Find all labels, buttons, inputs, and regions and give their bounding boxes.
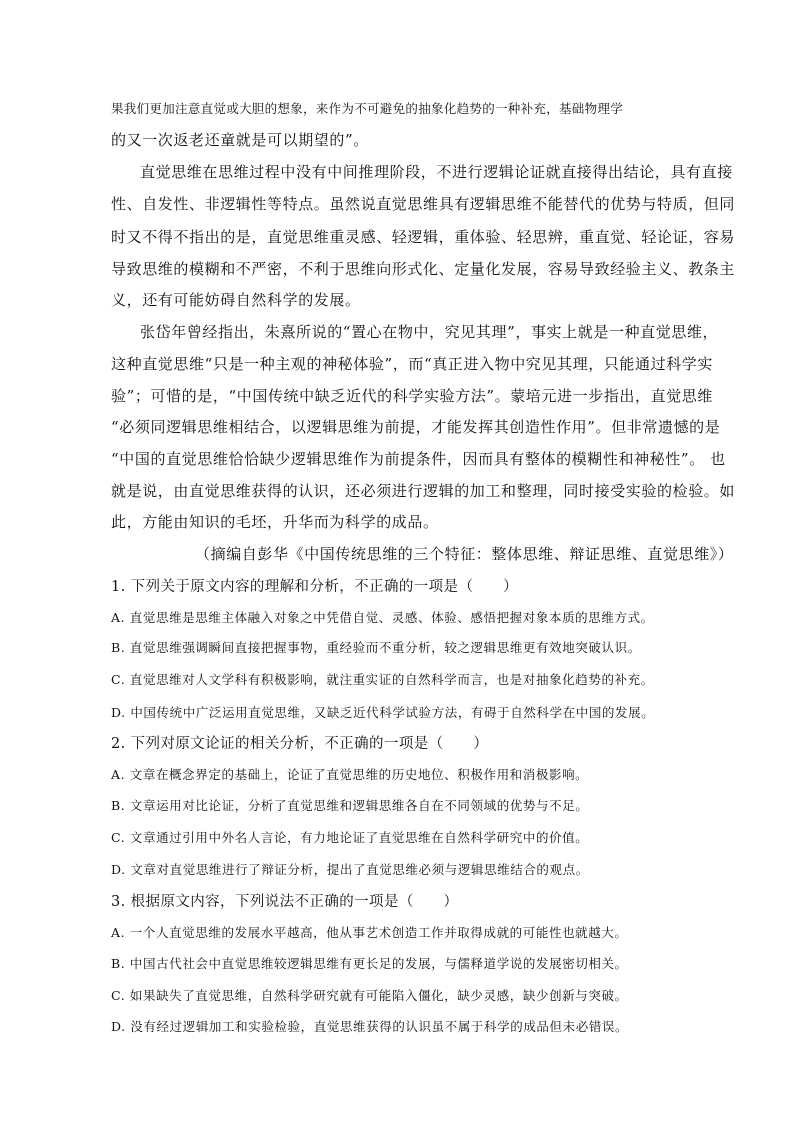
question-title: 2. 下列对原文论证的相关分析，不正确的一项是（ ）: [111, 736, 489, 752]
paragraph-line: 就是说，由直觉思维获得的认识，还必须进行逻辑的加工和整理，同时接受实验的检验。如: [111, 482, 736, 500]
paragraph-line: “必须同逻辑思维相结合，以逻辑思维为前提，才能发挥其创造性作用”。但非常遗憾的是: [111, 418, 721, 436]
question-title: 1. 下列关于原文内容的理解和分析，不正确的一项是（ ）: [111, 579, 519, 595]
option-d: D. 中国传统中广泛运用直觉思维，又缺乏近代科学试验方法，有碍于自然科学在中国的发展。: [111, 705, 655, 720]
option-b: B. 直觉思维强调瞬间直接把握事物，重经验而不重分析，较之逻辑思维更有效地突破认识。: [111, 640, 641, 655]
option-a: A. 直觉思维是思维主体融入对象之中凭借自觉、灵感、体验、感悟把握对象本质的思维方式。: [111, 610, 654, 625]
source-citation: （摘编自彭华《中国传统思维的三个特征：整体思维、辩证思维、直觉思维》）: [195, 545, 734, 563]
paragraph-line: 时又不得不指出的是，直觉思维重灵感、轻逻辑，重体验、轻思辨，重直觉、轻论证，容易: [111, 228, 736, 246]
paragraph-line: 张岱年曾经指出，朱熹所说的“置心在物中，究见其理”，事实上就是一种直觉思维，: [140, 323, 719, 341]
option-a: A. 一个人直觉思维的发展水平越高，他从事艺术创造工作并取得成就的可能性也就越大。: [111, 925, 628, 940]
paragraph-line: 的又一次返老还童就是可以期望的”。: [111, 131, 369, 149]
option-d: D. 没有经过逻辑加工和实验检验，直觉思维获得的认识虽不属于科学的成品但未必错误。: [111, 1019, 629, 1034]
paragraph-line: “中国的直觉思维恰恰缺少逻辑思维作为前提条件，因而具有整体的模糊性和神秘性”。 也: [111, 450, 726, 468]
paragraph-line: 果我们更加注意直觉或大胆的想象，来作为不可避免的抽象化趋势的一种补充，基础物理学: [111, 101, 624, 116]
paragraph-line: 义，还有可能妨碍自然科学的发展。: [111, 291, 361, 309]
option-d: D. 文章对直觉思维进行了辩证分析，提出了直觉思维必须与逻辑思维结合的观点。: [111, 862, 589, 877]
option-c: C. 如果缺失了直觉思维，自然科学研究就有可能陷入僵化，缺少灵感，缺少创新与突破。: [111, 988, 628, 1003]
option-b: B. 中国古代社会中直觉思维较逻辑思维有更长足的发展，与儒释道学说的发展密切相关。: [111, 956, 628, 971]
paragraph-line: 导致思维的模糊和不严密，不利于思维向形式化、定量化发展，容易导致经验主义、教条主: [111, 260, 736, 278]
paragraph-line: 此，方能由知识的毛坯，升华而为科学的成品。: [111, 513, 439, 531]
option-a: A. 文章在概念界定的基础上，论证了直觉思维的历史地位、积极作用和消极影响。: [111, 767, 589, 782]
paragraph-line: 性、自发性、非逻辑性等特点。虽然说直觉思维具有逻辑思维不能替代的优势与特质，但同: [111, 195, 736, 213]
option-c: C. 直觉思维对人文学科有积极影响，就注重实证的自然科学而言，也是对抽象化趋势的补充。: [111, 672, 654, 687]
question-title: 3. 根据原文内容，下列说法不正确的一项是（ ）: [111, 894, 459, 910]
paragraph-line: 这种直觉思维“只是一种主观的神秘体验”，而“真正进入物中究见其理，只能通过科学实: [111, 355, 714, 373]
paragraph-line: 验”；可惜的是，“中国传统中缺乏近代的科学实验方法”。蒙培元进一步指出，直觉思维: [111, 387, 714, 405]
option-b: B. 文章运用对比论证，分析了直觉思维和逻辑思维各自在不同领域的优势与不足。: [111, 798, 589, 813]
paragraph-line: 直觉思维在思维过程中没有中间推理阶段，不进行逻辑论证就直接得出结论，具有直接: [140, 163, 733, 181]
option-c: C. 文章通过引用中外名人言论，有力地论证了直觉思维在自然科学研究中的价值。: [111, 830, 589, 845]
